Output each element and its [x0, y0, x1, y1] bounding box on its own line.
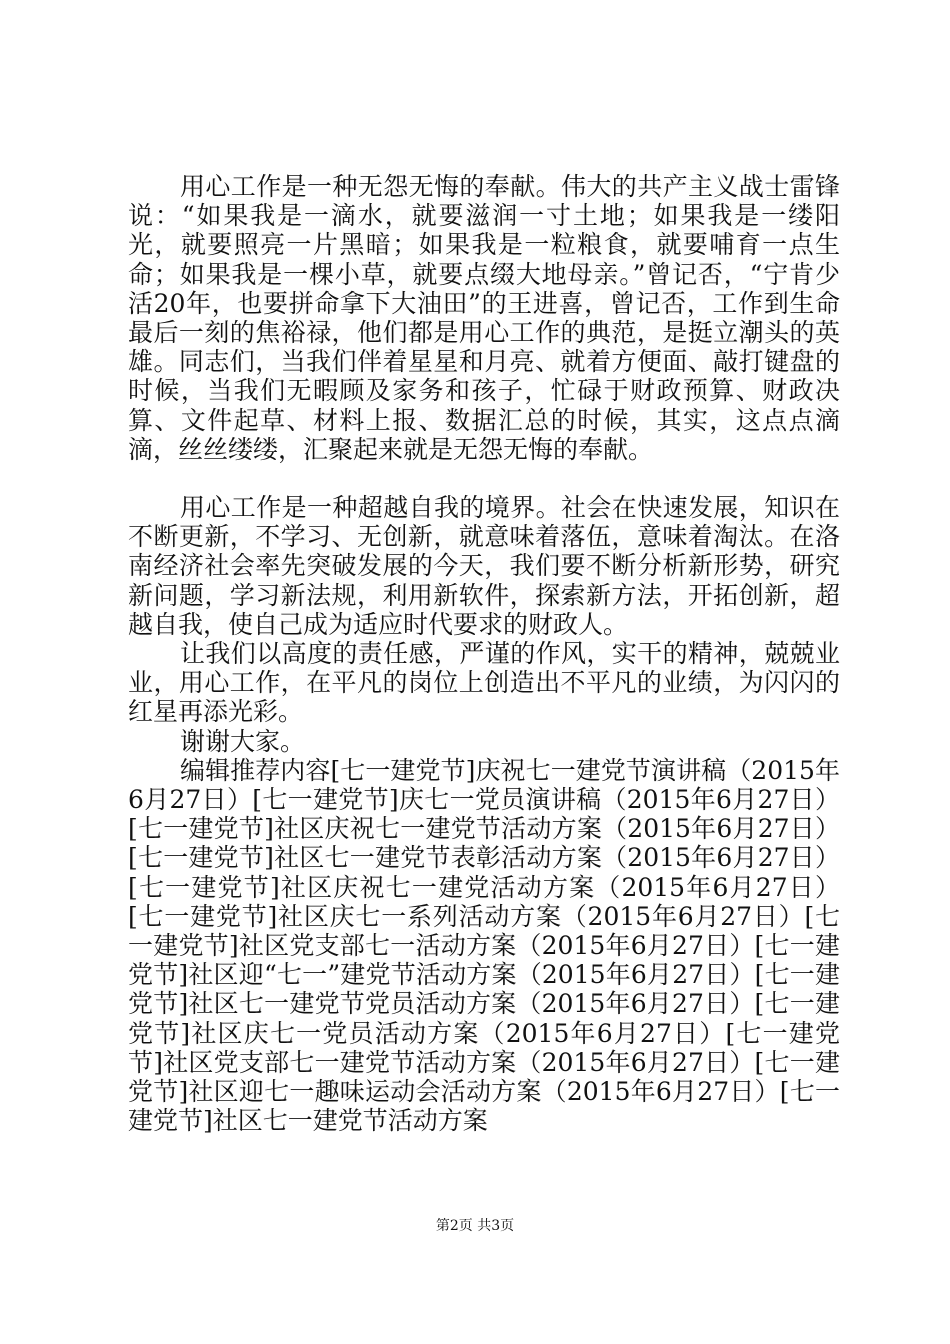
paragraph-call-to-action: 让我们以高度的责任感，严谨的作风，实干的精神，兢兢业业，用心工作，在平凡的岗位上创造出不平凡的业绩，为闪闪的红星再添光彩。: [128, 639, 840, 727]
paragraph-dedication: 用心工作是一种无怨无悔的奉献。伟大的共产主义战士雷锋说：“如果我是一滴水，就要滋润一寸土地；如果我是一缕阳光，就要照亮一片黑暗；如果我是一粒粮食，就要哺育一点生命；如果我是一棵小草，就要点缀大地母亲。”曾记否，“宁肯少活20年，也要拼命拿下大油田”的王进喜，曾记否，工作到生命最后一刻的焦裕禄，他们都是用心工作的典范，是挺立潮头的英雄。同志们，当我们伴着星星和月亮、就着方便面、敲打键盘的时候，当我们无暇顾及家务和孩子，忙碌于财政预算、财政决算、文件起草、材料上报、数据汇总的时候，其实，这点点滴滴，丝丝缕缕，汇聚起来就是无怨无悔的奉献。: [128, 172, 840, 464]
paragraph-spacer: [128, 464, 840, 493]
paragraph-thanks: 谢谢大家。: [180, 726, 306, 756]
page-number-footer: 第2页 共3页: [435, 1218, 515, 1234]
paragraph-recommended-content: 编辑推荐内容[七一建党节]庆祝七一建党节演讲稿（2015年6月27日）[七一建党节]庆七一党员演讲稿（2015年6月27日）[七一建党节]社区庆祝七一建党节活动方案（2015年6月27日）[七一建党节]社区七一建党节表彰活动方案（2015年6月27日）[七一建党节]社区庆祝七一建党活动方案（2015年6月27日）[七一建党节]社区庆七一系列活动方案（2015年6月27日）[七一建党节]社区党支部七一活动方案（2015年6月27日）[七一建党节]社区迎“七一”建党节活动方案（2015年6月27日）[七一建党节]社区七一建党节党员活动方案（2015年6月27日）[七一建党节]社区庆七一党员活动方案（2015年6月27日）[七一建党节]社区党支部七一建党节活动方案（2015年6月27日）[七一建党节]社区迎七一趣味运动会活动方案（2015年6月27日）[七一建党节]社区七一建党节活动方案: [128, 755, 840, 1136]
document-body: [128, 172, 840, 1136]
paragraph-self-transcendence: 用心工作是一种超越自我的境界。社会在快速发展，知识在不断更新，不学习、无创新，就意味着落伍，意味着淘汰。在洛南经济社会率先突破发展的今天，我们要不断分析新形势，研究新问题，学习新法规，利用新软件，探索新方法，开拓创新，超越自我，使自己成为适应时代要求的财政人。: [128, 493, 840, 639]
